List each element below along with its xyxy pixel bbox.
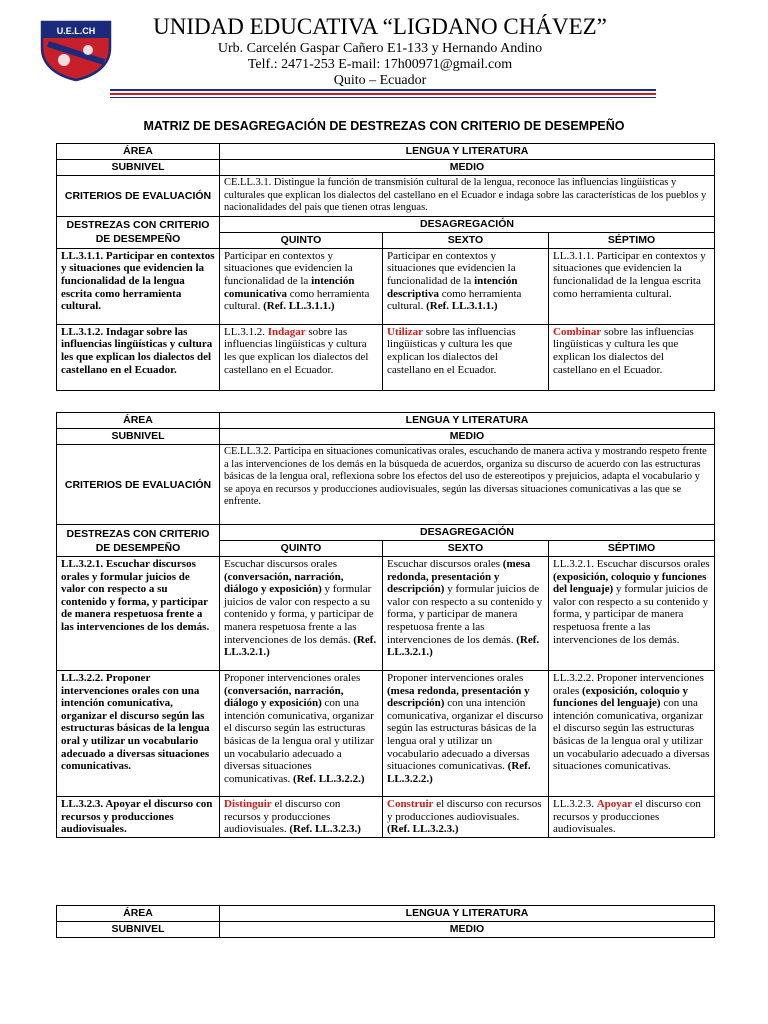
sexto-header: SEXTO [383, 232, 549, 248]
sexto-cell: Escuchar discursos orales (mesa redonda, presentación y descripción) y formular juicios de valor con respecto a su contenido y forma, y participar de manera respetuosa frente a las intervenciones de los demás. (Ref. LL.3.2.1.) [383, 557, 549, 671]
area-label: ÁREA [57, 144, 220, 160]
quinto-cell: LL.3.1.2. Indagar sobre las influencias lingüísticas y cultura les que explican los dialectos del castellano en el Ecuador. [220, 324, 383, 390]
skill-cell: LL.3.2.1. Escuchar discursos orales y formular juicios de valor con respecto a su contenido y forma, y participar de manera respetuosa frente a las intervenciones de los demás. [57, 557, 220, 671]
septimo-cell: Combinar sobre las influencias lingüísticas y cultura les que explican los dialectos del castellano en el Ecuador. [549, 324, 715, 390]
destrezas-label: DESTREZAS CON CRITERIO DE DESEMPEÑO [57, 216, 220, 248]
divider [110, 93, 656, 95]
letterhead [0, 0, 768, 100]
logo-text: U.E.L.CH [56, 26, 96, 36]
school-contact: Telf.: 2471-253 E-mail: 17h00971@gmail.com [247, 57, 513, 72]
criterios-label: CRITERIOS DE EVALUACIÓN [57, 176, 220, 217]
table-row [57, 671, 715, 797]
quinto-cell: Escuchar discursos orales (conversación, narración, diálogo y exposición) y formular juicios de valor con respecto a su contenido y forma, y participar de manera respetuosa frente a las intervenciones de los demás. (Ref. LL.3.2.1.) [220, 557, 383, 671]
subnivel-value: MEDIO [220, 922, 715, 938]
septimo-header: SÉPTIMO [549, 232, 715, 248]
skill-cell: LL.3.1.2. Indagar sobre las influencias lingüísticas y cultura les que explican los dialectos del castellano en el Ecuador. [57, 324, 220, 390]
subnivel-label: SUBNIVEL [57, 922, 220, 938]
septimo-cell: LL.3.2.3. Apoyar el discurso con recursos y producciones audiovisuales. [549, 797, 715, 838]
table-row [57, 557, 715, 671]
subnivel-value: MEDIO [220, 429, 715, 445]
destrezas-label: DESTREZAS CON CRITERIO DE DESEMPEÑO [57, 525, 220, 557]
quinto-cell: Proponer intervenciones orales (conversación, narración, diálogo y exposición) con una intención comunicativa, organizar el discurso según las estructuras básicas de la lengua oral y utilizar un vocabulario adecuado a diversas situaciones comunicativas. (Ref. LL.3.2.2.) [220, 671, 383, 797]
criterio-text: CE.LL.3.1. Distingue la función de transmisión cultural de la lengua, reconoce las influencias lingüísticas y culturales que explican los dialectos del castellano en el Ecuador e indaga sobre las características de los pueblos y nacionalidades del país que tienen otras lenguas. [220, 176, 715, 217]
quinto-header: QUINTO [220, 232, 383, 248]
septimo-cell: LL.3.2.1. Escuchar discursos orales (exposición, coloquio y funciones del lenguaje) y formular juicios de valor con respecto a su contenido y forma, y participar de manera respetuosa frente a las intervenciones de los demás. [549, 557, 715, 671]
matrix-table-3 [56, 905, 715, 938]
school-city: Quito – Ecuador [333, 73, 427, 88]
divider [110, 89, 656, 91]
school-address: Urb. Carcelén Gaspar Cañero E1-133 y Hernando Andino [217, 41, 543, 56]
sexto-cell: Utilizar sobre las influencias lingüísticas y cultura les que explican los dialectos del castellano en el Ecuador. [383, 324, 549, 390]
divider [110, 97, 656, 98]
area-label: ÁREA [57, 413, 220, 429]
subnivel-label: SUBNIVEL [57, 429, 220, 445]
school-name: UNIDAD EDUCATIVA “LIGDANO CHÁVEZ” [153, 14, 607, 39]
septimo-cell: LL.3.1.1. Participar en contextos y situaciones que evidencien la funcionalidad de la lengua escrita como herramienta cultural. [549, 248, 715, 324]
sexto-header: SEXTO [383, 541, 549, 557]
septimo-cell: LL.3.2.2. Proponer intervenciones orales (exposición, coloquio y funciones del lenguaje) con una intención comunicativa, organizar el discurso según las estructuras básicas de la lengua oral y utilizar un vocabulario adecuado a diversas situaciones comunicativas. [549, 671, 715, 797]
sexto-cell: Construir el discurso con recursos y producciones audiovisuales. (Ref. LL.3.2.3.) [383, 797, 549, 838]
table-row [57, 797, 715, 838]
matrix-table-1 [56, 143, 715, 391]
quinto-cell: Distinguir el discurso con recursos y producciones audiovisuales. (Ref. LL.3.2.3.) [220, 797, 383, 838]
matrix-table-2 [56, 412, 715, 838]
septimo-header: SÉPTIMO [549, 541, 715, 557]
skill-cell: LL.3.2.3. Apoyar el discurso con recursos y producciones audiovisuales. [57, 797, 220, 838]
sexto-cell: Proponer intervenciones orales (mesa redonda, presentación y descripción) con una intención comunicativa, organizar el discurso según las estructuras básicas de la lengua oral y utilizar un vocabulario adecuado a diversas situaciones comunicativas. (Ref. LL.3.2.2.) [383, 671, 549, 797]
area-value: LENGUA Y LITERATURA [220, 906, 715, 922]
criterio-text: CE.LL.3.2. Participa en situaciones comunicativas orales, escuchando de manera activa y mostrando respeto frente a las intervenciones de los demás en la búsqueda de acuerdos, organiza su discurso de acuerdo con las estructuras básicas de la lengua oral, reflexiona sobre los efectos del uso de estereotipos y prejuicios, adapta el vocabulario y se apoya en recursos y producciones audiovisuales, según las diversas situaciones comunicativas a las que se enfrente. [220, 445, 715, 525]
area-label: ÁREA [57, 906, 220, 922]
skill-cell: LL.3.1.1. Participar en contextos y situaciones que evidencien la funcionalidad de la lengua escrita como herramienta cultural. [57, 248, 220, 324]
area-value: LENGUA Y LITERATURA [220, 413, 715, 429]
table-row [57, 248, 715, 324]
subnivel-label: SUBNIVEL [57, 160, 220, 176]
area-value: LENGUA Y LITERATURA [220, 144, 715, 160]
desagregacion-label: DESAGREGACIÓN [220, 216, 715, 232]
sexto-cell: Participar en contextos y situaciones que evidencien la funcionalidad de la intención descriptiva como herramienta cultural. (Ref. LL.3.1.1.) [383, 248, 549, 324]
quinto-header: QUINTO [220, 541, 383, 557]
desagregacion-label: DESAGREGACIÓN [220, 525, 715, 541]
criterios-label: CRITERIOS DE EVALUACIÓN [57, 445, 220, 525]
table-row [57, 324, 715, 390]
document-title: MATRIZ DE DESAGREGACIÓN DE DESTREZAS CON CRITERIO DE DESEMPEÑO [143, 119, 625, 133]
skill-cell: LL.3.2.2. Proponer intervenciones orales con una intención comunicativa, organizar el discurso según las estructuras básicas de la lengua oral y utilizar un vocabulario adecuado a diversas situaciones comunicativas. [57, 671, 220, 797]
subnivel-value: MEDIO [220, 160, 715, 176]
school-logo [38, 18, 114, 82]
quinto-cell: Participar en contextos y situaciones que evidencien la funcionalidad de la intención comunicativa como herramienta cultural. (Ref. LL.3.1.1.) [220, 248, 383, 324]
